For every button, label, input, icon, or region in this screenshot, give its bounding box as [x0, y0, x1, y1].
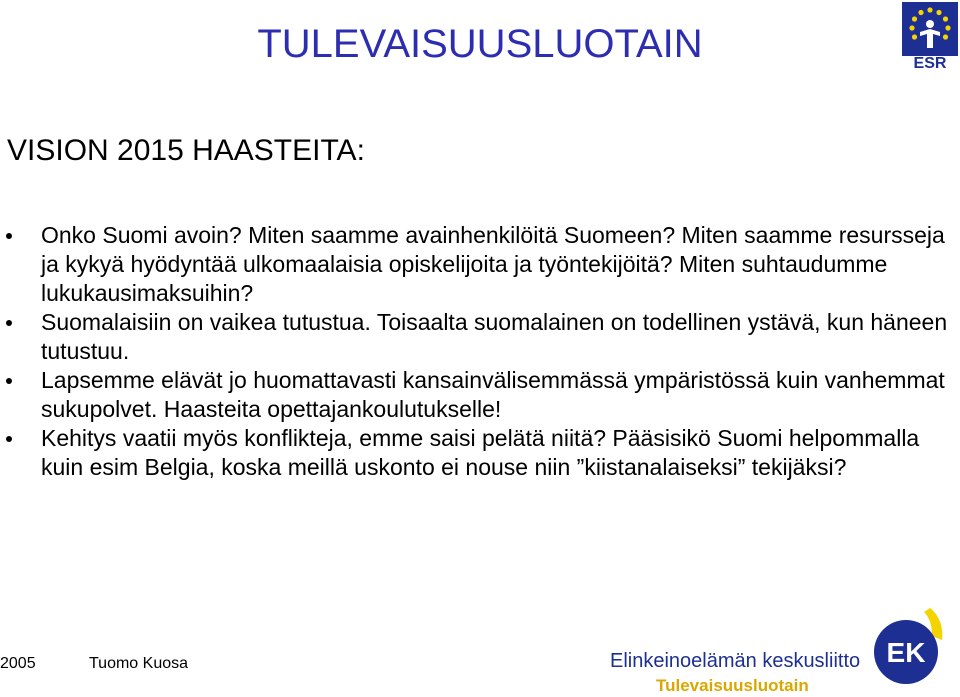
- project-name: Tulevaisuusluotain: [656, 676, 809, 695]
- list-item: [0, 424, 950, 482]
- slide-subtitle: VISION 2015 HAASTEITA:: [7, 134, 365, 167]
- esr-emblem: [902, 2, 958, 56]
- esr-logo-icon: [902, 2, 958, 71]
- ek-logo-text: EK: [886, 637, 926, 668]
- bullet-list: [0, 221, 950, 482]
- ek-logo-icon: [868, 606, 948, 686]
- list-item: [0, 308, 950, 366]
- bullet-text: Lapsemme elävät jo huomattavasti kansainvälisemmässä ympäristössä kuin vanhemmat sukupolvet. Haasteita opettajankoulutukselle!: [41, 367, 945, 422]
- bullet-icon: [6, 233, 12, 239]
- footer-author: Tuomo Kuosa: [89, 655, 189, 672]
- bullet-text: Onko Suomi avoin? Miten saamme avainhenkilöitä Suomeen? Miten saamme resursseja ja kykyä hyödyntää ulkomaalaisia opiskelijoita ja työntekijöitä? Miten suhtaudumme lukukausimaksuihin?: [41, 222, 945, 306]
- esr-logo-text: ESR: [902, 56, 958, 71]
- organization-name: Elinkeinoelämän keskusliitto: [610, 650, 861, 672]
- ek-emblem: [868, 606, 948, 686]
- bullet-icon: [6, 436, 12, 442]
- slide-title: TULEVAISUUSLUOTAIN: [257, 22, 703, 66]
- list-item: [0, 221, 950, 308]
- bullet-text: Kehitys vaatii myös konflikteja, emme saisi pelätä niitä? Pääsisikö Suomi helpommalla kuin esim Belgia, koska meillä uskonto ei nouse niin ”kiistanalaiseksi” tekijäksi?: [41, 425, 920, 480]
- bullet-icon: [6, 320, 12, 326]
- list-item: [0, 366, 950, 424]
- footer-year: 2005: [0, 655, 36, 672]
- bullet-icon: [6, 378, 12, 384]
- bullet-text: Suomalaisiin on vaikea tutustua. Toisaalta suomalainen on todellinen ystävä, kun häneen tutustuu.: [41, 309, 948, 364]
